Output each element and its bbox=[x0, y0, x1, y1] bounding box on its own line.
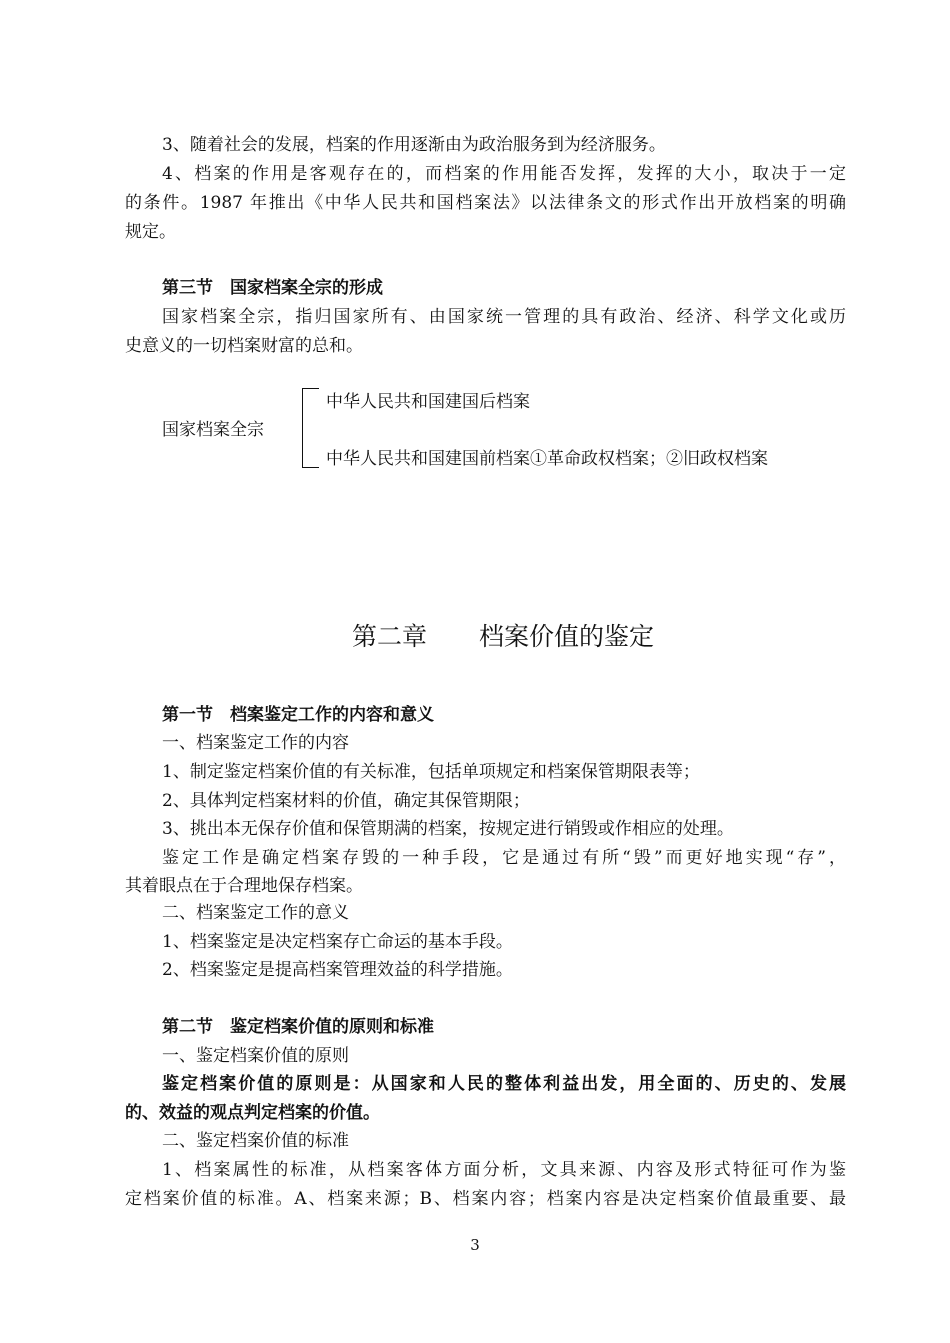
bracket-shape bbox=[302, 388, 319, 468]
subheading-standard: 二、鉴定档案价值的标准 bbox=[162, 1131, 349, 1151]
chapter-title bbox=[352, 621, 654, 653]
principle-line1: 鉴定档案价值的原则是：从国家和人民的整体利益出发，用全面的、历史的、发展 bbox=[162, 1074, 846, 1094]
subheading-content: 一、档案鉴定工作的内容 bbox=[162, 733, 349, 753]
appraisal-paragraph-line1: 鉴定工作是确定档案存毁的一种手段，它是通过有所“毁”而更好地实现“存”， bbox=[162, 848, 846, 868]
chapter-number: 第二章 bbox=[352, 622, 428, 651]
section-heading-ch2-1: 第一节 档案鉴定工作的内容和意义 bbox=[162, 705, 434, 725]
paragraph-item-4-line3: 规定。 bbox=[125, 222, 176, 242]
standard-line1: 1、档案属性的标准，从档案客体方面分析，文具来源、内容及形式特征可作为鉴 bbox=[162, 1160, 846, 1180]
subheading-significance: 二、档案鉴定工作的意义 bbox=[162, 903, 349, 923]
appraisal-paragraph-line2: 其着眼点在于合理地保存档案。 bbox=[125, 876, 363, 896]
definition-line1: 国家档案全宗，指归国家所有、由国家统一管理的具有政治、经济、科学文化或历 bbox=[162, 307, 846, 327]
significance-item-2: 2、档案鉴定是提高档案管理效益的科学措施。 bbox=[162, 960, 513, 980]
paragraph-item-3: 3、随着社会的发展，档案的作用逐渐由为政治服务到为经济服务。 bbox=[162, 135, 666, 155]
content-item-2: 2、具体判定档案材料的价值，确定其保管期限； bbox=[162, 791, 530, 811]
content-item-1: 1、制定鉴定档案价值的有关标准，包括单项规定和档案保管期限表等； bbox=[162, 762, 700, 782]
section-heading-3: 第三节 国家档案全宗的形成 bbox=[162, 278, 383, 298]
subheading-principle: 一、鉴定档案价值的原则 bbox=[162, 1046, 349, 1066]
paragraph-item-4-line2: 的条件。1987 年推出《中华人民共和国档案法》以法律条文的形式作出开放档案的明确 bbox=[125, 193, 846, 213]
diagram-root-label: 国家档案全宗 bbox=[162, 420, 264, 440]
section-heading-ch2-2: 第二节 鉴定档案价值的原则和标准 bbox=[162, 1017, 434, 1037]
significance-item-1: 1、档案鉴定是决定档案存亡命运的基本手段。 bbox=[162, 932, 513, 952]
definition-line2: 史意义的一切档案财富的总和。 bbox=[125, 336, 363, 356]
chapter-name: 档案价值的鉴定 bbox=[479, 622, 655, 651]
diagram-branch-postwar: 中华人民共和国建国后档案 bbox=[326, 392, 530, 412]
diagram-branch-prewar: 中华人民共和国建国前档案①革命政权档案；②旧政权档案 bbox=[326, 449, 768, 469]
paragraph-item-4-line1: 4、档案的作用是客观存在的，而档案的作用能否发挥，发挥的大小，取决于一定 bbox=[162, 164, 846, 184]
page-number: 3 bbox=[470, 1236, 480, 1254]
standard-line2: 定档案价值的标准。A、档案来源；B、档案内容；档案内容是决定档案价值最重要、最 bbox=[125, 1189, 846, 1209]
principle-line2: 的、效益的观点判定档案的价值。 bbox=[125, 1103, 380, 1123]
content-item-3: 3、挑出本无保存价值和保管期满的档案，按规定进行销毁或作相应的处理。 bbox=[162, 819, 734, 839]
